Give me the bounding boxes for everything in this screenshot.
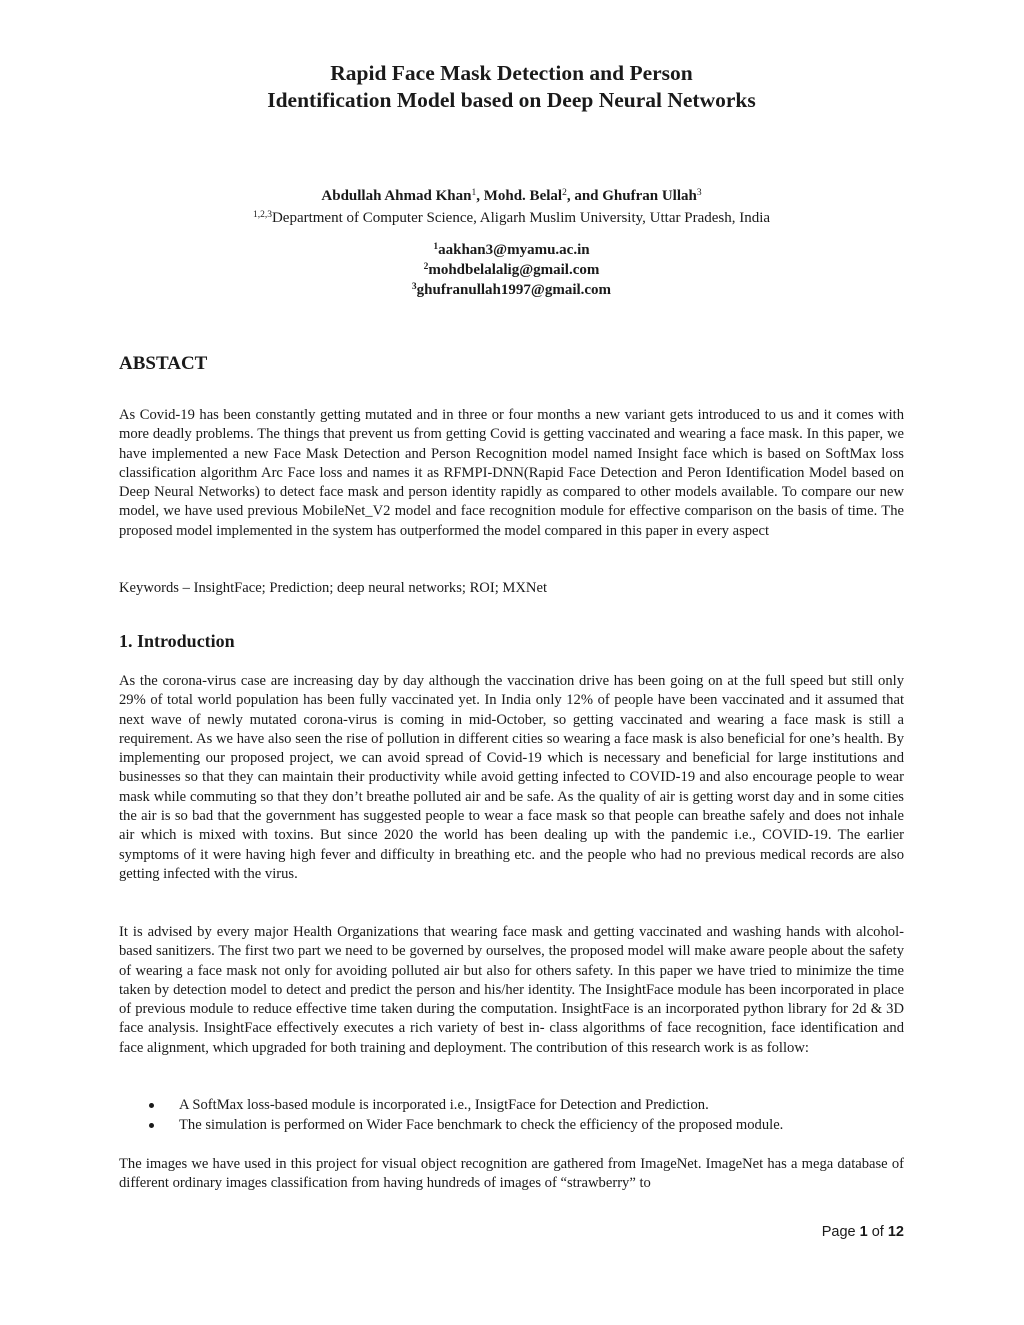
author-separator: , (476, 188, 484, 204)
list-item-text: A SoftMax loss-based module is incorporated i.e., InsigtFace for Detection and Prediction. (179, 1097, 709, 1113)
author-name: Ghufran Ullah (602, 188, 697, 204)
list-item (149, 1116, 904, 1136)
introduction-paragraph-2: It is advised by every major Health Organizations that wearing face mask and getting vaccinated and washing hands with alcohol-based sanitizers. The first two part we need to be governed by ourselves, the proposed model will make aware people about the safety of wearing a face mask not only for avoiding polluted air but also for others safety. In this paper we have tried to minimize the time taken by detection model to detect and predict the person and his/her identity. The InsightFace module has been incorporated in place of previous module to reduce effective time taken during the computation. InsightFace is an incorporated python library for 2d & 3D face analysis. InsightFace effectively executes a rich variety of best in- class algorithms of face recognition, face identification and face alignment, which upgraded for both training and deployment. The contribution of this research work is as follow: (119, 924, 904, 1056)
list-item-text: The simulation is performed on Wider Face benchmark to check the efficiency of the proposed module. (179, 1116, 784, 1133)
title-line-1: Rapid Face Mask Detection and Person (330, 61, 693, 85)
email-address[interactable]: mohdbelalalig@gmail.com (428, 262, 600, 278)
email-sup: 2 (423, 262, 429, 272)
email-sup: 1 (433, 242, 439, 252)
abstract-text: As Covid-19 has been constantly getting mutated and in three or four months a new variant gets introduced to us and it comes with more deadly problems. The things that prevent us from getting Covid is getting vaccinated and wearing a face mask. In this paper, we have implemented a new Face Mask Detection and Person Recognition model named Insight face which is based on SoftMax loss classification algorithm Arc Face loss and names it as RFMPI-DNN(Rapid Face Detection and Peron Identification Model based on Deep Neural Networks) to detect face mask and person identity rapidly as compared to other models available. To compare our new model, we have used previous MobileNet_V2 model and face recognition module for effective comparison on the basis of time. The proposed model implemented in the system has outperformed the model compared in this paper in every aspect (119, 407, 904, 539)
email-address[interactable]: aakhan3@myamu.ac.in (438, 242, 590, 258)
page-number (822, 1222, 904, 1242)
introduction-paragraph-1: As the corona-virus case are increasing day by day although the vaccination drive has been going on at the full speed but still only 29% of total world population has been fully vaccinated yet. In India only 12% of people have been vaccinated and it assumed that next wave of newly mutated corona-virus is coming in mid-October, so getting vaccinated and wearing a face mask is still a requirement. As we have also seen the rise of pollution in different cities so wearing a face mask is also beneficial for one’s health. By implementing our proposed project, we can avoid spread of Covid-19 which is necessary and beneficial for large institutions and businesses so that they can maintain their productivity while avoid getting infected to COVID-19 and also encourage people to wear mask while commuting so that they don’t breathe polluted air and be safe. As the quality of air is getting worst day and in some cities the air is so bad that the government has suggested people to wear a face mask so that people can breathe safely and does not inhale air which is mixed with toxins. But since 2020 the world has been dealing up with the pandemic i.e., COVID-19. The earlier symptoms of it were having high fever and difficulty in breathing etc. and the people who had no previous medical records are also getting infected with the virus. (119, 673, 904, 882)
author-name: Mohd. Belal (483, 188, 563, 204)
page-number-prefix: Page (821, 1224, 860, 1240)
email-line (119, 260, 904, 280)
affiliation-text: Department of Computer Science, Aligarh Muslim University, Uttar Pradesh, India (271, 210, 771, 226)
email-line (119, 280, 904, 300)
author-sup: 3 (696, 188, 702, 198)
bullet-icon (149, 1103, 154, 1108)
bullet-icon (149, 1123, 154, 1128)
author-sup: 2 (562, 188, 567, 198)
introduction-heading: 1. Introduction (119, 631, 235, 651)
affiliation-sup: 1,2,3 (252, 210, 272, 220)
contribution-list (149, 1096, 904, 1135)
page-number-total: 12 (887, 1224, 904, 1240)
introduction-paragraph-3: The images we have used in this project for visual object recognition are gathered from ImageNet. ImageNet has a mega database of different ordinary images classification from having hundreds of images of “strawberry” to (119, 1156, 904, 1192)
abstract-heading: ABSTACT (119, 353, 208, 374)
author-separator: , and (566, 188, 603, 204)
email-list (119, 240, 904, 300)
author-list (119, 186, 904, 206)
author-sup: 1 (471, 188, 477, 198)
email-sup: 3 (411, 282, 417, 292)
keywords: Keywords – InsightFace; Prediction; deep neural networks; ROI; MXNet (119, 580, 547, 596)
list-item (149, 1096, 904, 1116)
page-number-middle: of (867, 1224, 888, 1240)
paper-title (119, 60, 904, 114)
author-name: Abdullah Ahmad Khan (321, 188, 472, 204)
affiliation (119, 208, 904, 228)
email-line (119, 240, 904, 260)
page-number-current: 1 (859, 1224, 868, 1240)
email-address[interactable]: ghufranullah1997@gmail.com (416, 282, 612, 298)
title-line-2: Identification Model based on Deep Neural Networks (267, 88, 756, 112)
